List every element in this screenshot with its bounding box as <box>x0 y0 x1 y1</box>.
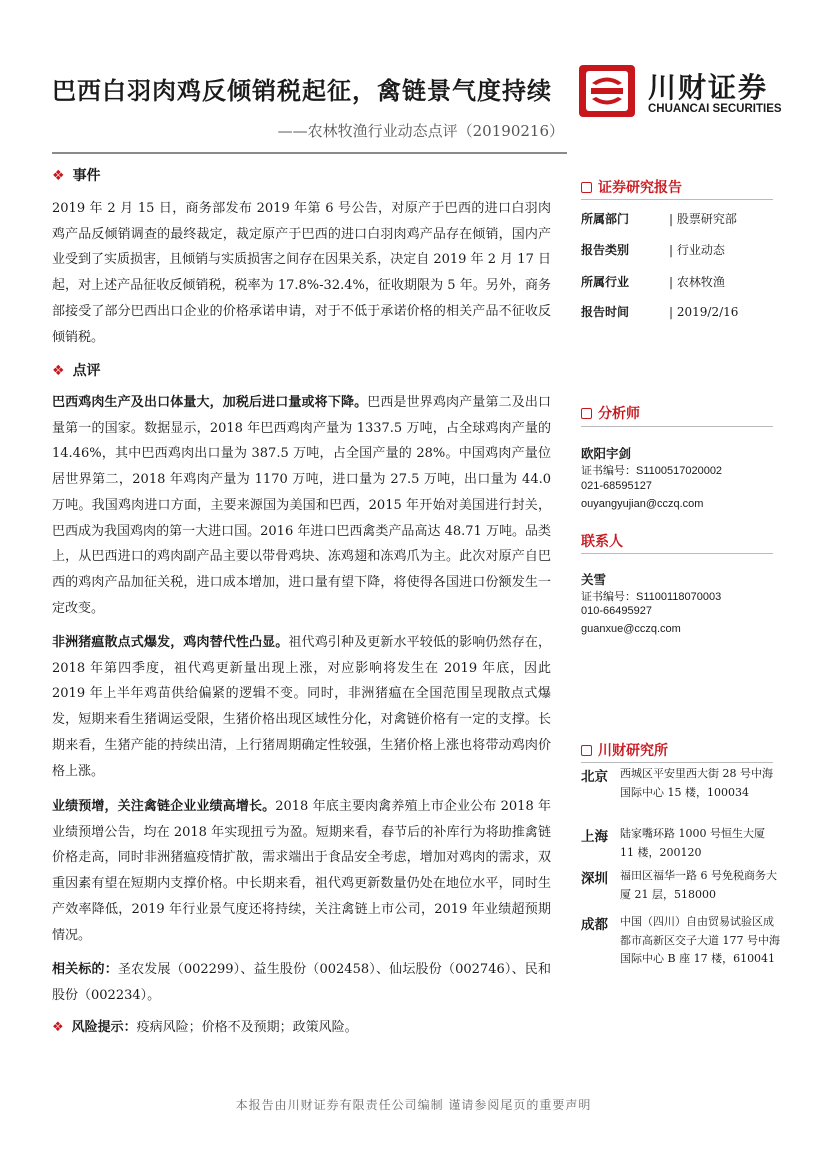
info-row-category: 报告类别 | 行业动态 <box>581 243 725 257</box>
office-address-shenzhen: 福田区福华一路 6 号免税商务大厦 21 层，518000 <box>620 869 777 901</box>
diamond-bullet-icon: ❖ <box>52 1020 64 1035</box>
contact-email[interactable]: guanxue@cczq.com <box>581 623 681 635</box>
event-heading: ❖ 事件 <box>52 168 101 184</box>
paragraph-swine-fever: 非洲猪瘟散点式爆发，鸡肉替代性凸显。祖代鸡引种及更新水平较低的影响仍然存在，2018 年第四季度，祖代鸡更新量出现上涨，对应影响将发生在 2019 年底，因此 2019 年上半年鸡苗供给偏紧的逻辑不变。同时，非洲猪瘟在全国范围呈现散点式爆发，短期来看生猪调运受限，生猪价格出现区域性分化，对禽链价格有一定的支撑。长期来看，生猪产能的持续出清，上行猪周期确定性较强，生猪价格上涨也将带动鸡肉价格上涨。 <box>52 635 551 779</box>
office-address-beijing: 西城区平安里西大街 28 号中海国际中心 15 楼，100034 <box>620 767 773 799</box>
contact-cert: 证书编号：S1100118070003 <box>581 591 722 603</box>
risk-warning: ❖ 风险提示：疫病风险；价格不及预期；政策风险。 <box>52 1020 358 1035</box>
event-paragraph: 2019 年 2 月 15 日，商务部发布 2019 年第 6 号公告，对原产于巴西的进口白羽肉鸡产品反倾销调查的最终裁定，裁定原产于巴西的进口白羽肉鸡产品存在倾销，国内产业受到了实质损害，且倾销与实质损害之间存在因果关系，决定自 2019 年 2 月 17 日起，对上述产品征收反倾销税，税率为 17.8%-32.4%，征收期限为 5 年。另外，商务部接受了部分巴西出口企业的价格承诺申请，对于不低于承诺价格的相关产品不征收反倾销税。 <box>52 201 551 345</box>
square-bullet-icon <box>581 408 592 419</box>
contact-name: 关雪 <box>581 572 607 587</box>
analyst-name: 欧阳宇剑 <box>581 446 632 461</box>
info-row-industry: 所属行业 | 农林牧渔 <box>581 275 725 289</box>
sidebar-divider <box>581 199 773 200</box>
diamond-bullet-icon: ❖ <box>52 168 65 184</box>
diamond-bullet-icon: ❖ <box>52 363 65 379</box>
analyst-heading: 分析师 <box>581 403 640 423</box>
info-row-department: 所属部门 | 股票研究部 <box>581 212 737 226</box>
office-city-chengdu: 成都 <box>581 917 608 933</box>
paragraph-lead: 相关标的： <box>52 962 118 977</box>
institute-heading: 川财研究所 <box>581 740 668 760</box>
analyst-phone: 021-68595127 <box>581 480 652 492</box>
square-bullet-icon <box>581 182 592 193</box>
sidebar-divider <box>581 553 773 554</box>
analyst-cert: 证书编号：S1100517020002 <box>581 465 723 477</box>
office-city-shanghai: 上海 <box>581 829 608 845</box>
office-address-shanghai: 陆家嘴环路 1000 号恒生大厦 11 楼，200120 <box>620 827 765 859</box>
square-bullet-icon <box>581 745 592 756</box>
header-divider <box>52 152 567 154</box>
sidebar-divider <box>581 762 773 763</box>
report-type-heading: 证券研究报告 <box>581 177 682 197</box>
paragraph-brazil-chicken: 巴西鸡肉生产及出口体量大，加税后进口量或将下降。巴西是世界鸡肉产量第二及出口量第一的国家。数据显示，2018 年巴西鸡肉产量为 1337.5 万吨，占全球鸡肉产量的 14.46%，其中巴西鸡肉出口量为 387.5 万吨，占全国产量的 28%。中国鸡肉产量位居世界第二，2018 年鸡肉产量为 1170 万吨，进口量为 27.5 万吨，出口量为 44.0 万吨。我国鸡肉进口方面，主要来源国为美国和巴西，2015 年开始对美国进行封关，巴西成为我国鸡肉的第一大进口国。2016 年进口巴西禽类产品高达 48.71 万吨。品类上，从巴西进口的鸡肉副产品主要以带骨鸡块、冻鸡翅和冻鸡爪为主。此次对原产自巴西的鸡肉产品加征关税，进口成本增加，进口量有望下降，将使得各国进口份额发生一定改变。 <box>52 395 551 616</box>
logo-name-cn: 川财证券 <box>648 71 769 104</box>
footer-disclaimer: 本报告由川财证券有限责任公司编制 谨请参阅尾页的重要声明 <box>235 1098 592 1112</box>
paragraph-related-stocks: 相关标的：圣农发展（002299）、益生股份（002458）、仙坛股份（002746）、民和股份（002234）。 <box>52 962 551 1003</box>
paragraph-lead: 非洲猪瘟散点式爆发，鸡肉替代性凸显。 <box>52 635 289 650</box>
sidebar-divider <box>581 426 773 427</box>
analyst-email[interactable]: ouyangyujian@cczq.com <box>581 498 704 510</box>
contact-heading: 联系人 <box>581 534 623 550</box>
logo-name-en: CHUANCAI SECURITIES <box>648 103 782 115</box>
office-address-chengdu: 中国（四川）自由贸易试验区成都市高新区交子大道 177 号中海国际中心 B 座 17 楼，610041 <box>620 915 780 965</box>
chuancai-logo-icon <box>578 64 636 118</box>
paragraph-lead: 业绩预增，关注禽链企业业绩高增长。 <box>52 799 276 814</box>
paragraph-lead: 巴西鸡肉生产及出口体量大，加税后进口量或将下降。 <box>52 395 368 410</box>
report-subtitle: ——农林牧渔行业动态点评（20190216） <box>277 122 564 140</box>
contact-phone: 010-66495927 <box>581 605 652 617</box>
office-city-shenzhen: 深圳 <box>581 871 608 887</box>
office-city-beijing: 北京 <box>581 769 608 785</box>
paragraph-earnings: 业绩预增，关注禽链企业业绩高增长。2018 年底主要肉禽养殖上市企业公布 2018 年业绩预增公告，均在 2018 年实现扭亏为盈。短期来看，春节后的补库行为将助推禽链价格走高，同时非洲猪瘟疫情扩散，需求端出于食品安全考虑，增加对鸡肉的需求，双重因素有望在短期内支撑价格。中长期来看，祖代鸡更新数量仍处在地位水平，同时生产效率降低，2019 年行业景气度还将持续，关注禽链上市公司，2019 年业绩超预期情况。 <box>52 799 551 943</box>
report-title: 巴西白羽肉鸡反倾销税起征，禽链景气度持续 <box>52 77 552 105</box>
info-row-date: 报告时间 | 2019/2/16 <box>581 305 739 319</box>
comment-heading: ❖ 点评 <box>52 363 101 379</box>
